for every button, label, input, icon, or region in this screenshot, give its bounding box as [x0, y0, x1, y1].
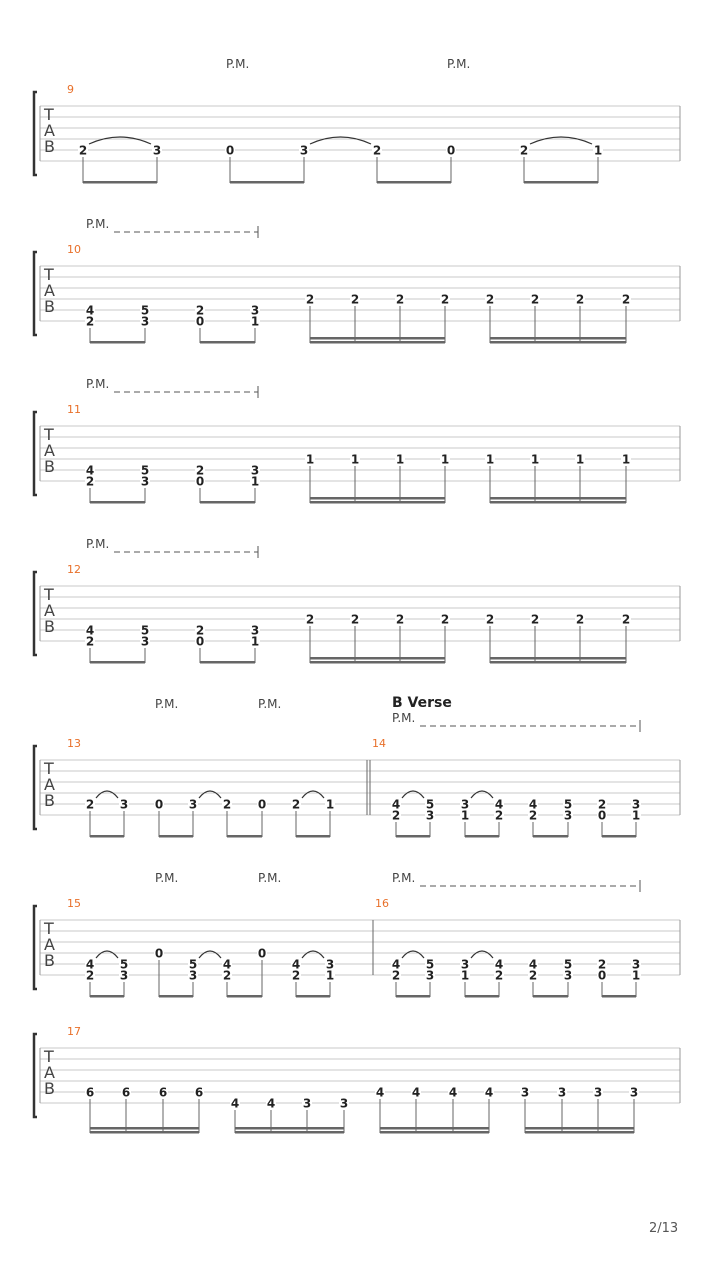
fret-number: 2	[195, 303, 205, 318]
tie-arc	[471, 951, 493, 958]
fret-number: 0	[154, 946, 164, 961]
beam	[490, 341, 626, 344]
palm-mute-label: P.M.	[86, 537, 110, 551]
section-title: B Verse	[392, 695, 452, 711]
fret-number: 5	[425, 957, 435, 972]
tie-arc	[96, 951, 118, 958]
fret-number: 1	[250, 314, 260, 329]
beam	[90, 835, 124, 838]
beam	[524, 181, 598, 184]
fret-number: 3	[188, 797, 198, 812]
palm-mute-label: P.M.	[258, 871, 282, 885]
fret-number: 3	[629, 1085, 639, 1100]
tab-clef-letter: A	[44, 775, 55, 794]
tab-clef-letter: B	[44, 617, 55, 636]
fret-number: 2	[222, 797, 232, 812]
beam	[90, 1131, 199, 1134]
tab-clef-letter: A	[44, 1063, 55, 1082]
fret-number: 2	[195, 463, 205, 478]
fret-number: 1	[250, 474, 260, 489]
fret-number: 4	[484, 1085, 494, 1100]
fret-number: 0	[597, 968, 607, 983]
system-bracket	[34, 746, 37, 829]
beam	[310, 501, 445, 504]
tie-arc	[402, 951, 424, 958]
beam	[235, 1127, 344, 1130]
fret-number: 4	[528, 957, 538, 972]
beam	[200, 661, 255, 664]
fret-number: 0	[225, 143, 235, 158]
palm-mute-label: P.M.	[258, 697, 282, 711]
palm-mute-label: P.M.	[447, 57, 471, 71]
tab-system	[34, 1034, 680, 1134]
fret-number: 3	[563, 808, 573, 823]
measure-number: 15	[67, 897, 81, 910]
beam	[465, 995, 499, 998]
tie-arc	[310, 137, 371, 144]
fret-number: 4	[230, 1096, 240, 1111]
fret-number: 4	[494, 797, 504, 812]
fret-number: 3	[299, 143, 309, 158]
palm-mute-label: P.M.	[226, 57, 250, 71]
measure-number: 17	[67, 1025, 81, 1038]
fret-number: 3	[520, 1085, 530, 1100]
beam	[602, 995, 636, 998]
fret-number: 2	[575, 292, 585, 307]
fret-number: 3	[425, 968, 435, 983]
measure-number: 11	[67, 403, 81, 416]
fret-number: 0	[154, 797, 164, 812]
beam	[310, 657, 445, 660]
fret-number: 2	[621, 292, 631, 307]
fret-number: 2	[597, 797, 607, 812]
fret-number: 2	[85, 968, 95, 983]
tab-system	[34, 880, 680, 998]
fret-number: 2	[395, 612, 405, 627]
fret-number: 2	[530, 292, 540, 307]
tie-arc	[471, 791, 493, 798]
beam	[490, 337, 626, 340]
fret-number: 2	[350, 292, 360, 307]
fret-number: 4	[291, 957, 301, 972]
beam	[602, 835, 636, 838]
beam	[380, 1127, 489, 1130]
fret-number: 4	[391, 797, 401, 812]
tie-arc	[89, 137, 151, 144]
tab-clef-letter: T	[44, 265, 54, 284]
beam	[200, 501, 255, 504]
beam	[296, 995, 330, 998]
fret-number: 0	[446, 143, 456, 158]
fret-number: 1	[575, 452, 585, 467]
fret-number: 1	[350, 452, 360, 467]
palm-mute-label: P.M.	[392, 711, 416, 725]
beam	[465, 835, 499, 838]
fret-number: 4	[85, 623, 95, 638]
tab-clef-letter: B	[44, 791, 55, 810]
fret-number: 1	[250, 634, 260, 649]
fret-number: 2	[528, 968, 538, 983]
fret-number: 2	[621, 612, 631, 627]
tab-clef-letter: B	[44, 137, 55, 156]
fret-number: 5	[140, 623, 150, 638]
fret-number: 3	[250, 623, 260, 638]
beam	[533, 835, 568, 838]
beam	[490, 497, 626, 500]
tab-clef-letter: T	[44, 105, 54, 124]
fret-number: 2	[494, 808, 504, 823]
fret-number: 5	[425, 797, 435, 812]
fret-number: 2	[305, 612, 315, 627]
beam	[310, 497, 445, 500]
tie-arc	[96, 791, 118, 798]
beam	[227, 835, 262, 838]
beam	[380, 1131, 489, 1134]
fret-number: 0	[195, 474, 205, 489]
fret-number: 4	[391, 957, 401, 972]
beam	[525, 1131, 634, 1134]
beam	[90, 341, 145, 344]
tab-clef-letter: T	[44, 919, 54, 938]
beam	[296, 835, 330, 838]
measure-number: 9	[67, 83, 74, 96]
tab-clef-letter: A	[44, 121, 55, 140]
beam	[90, 1127, 199, 1130]
fret-number: 3	[425, 808, 435, 823]
fret-number: 2	[395, 292, 405, 307]
fret-number: 3	[250, 463, 260, 478]
fret-number: 2	[372, 143, 382, 158]
beam	[90, 501, 145, 504]
fret-number: 2	[350, 612, 360, 627]
fret-number: 0	[597, 808, 607, 823]
fret-number: 3	[557, 1085, 567, 1100]
system-bracket	[34, 252, 37, 335]
beam	[310, 661, 445, 664]
fret-number: 2	[391, 968, 401, 983]
fret-number: 2	[575, 612, 585, 627]
fret-number: 4	[222, 957, 232, 972]
fret-number: 2	[85, 634, 95, 649]
tie-arc	[199, 791, 221, 798]
system-bracket	[34, 412, 37, 495]
fret-number: 1	[460, 808, 470, 823]
tab-clef-letter: T	[44, 585, 54, 604]
fret-number: 3	[119, 797, 129, 812]
fret-number: 5	[563, 797, 573, 812]
fret-number: 2	[291, 968, 301, 983]
fret-number: 4	[85, 303, 95, 318]
fret-number: 1	[395, 452, 405, 467]
fret-number: 0	[195, 634, 205, 649]
fret-number: 1	[325, 797, 335, 812]
fret-number: 5	[140, 303, 150, 318]
tab-system	[34, 92, 680, 184]
beam	[490, 657, 626, 660]
system-bracket	[34, 572, 37, 655]
beam	[396, 835, 430, 838]
fret-number: 6	[121, 1085, 131, 1100]
fret-number: 1	[621, 452, 631, 467]
palm-mute-label: P.M.	[392, 871, 416, 885]
beam	[310, 337, 445, 340]
measure-number: 16	[375, 897, 389, 910]
fret-number: 5	[119, 957, 129, 972]
tie-arc	[302, 791, 324, 798]
fret-number: 1	[485, 452, 495, 467]
beam	[90, 995, 124, 998]
tab-system	[34, 226, 680, 344]
fret-number: 0	[257, 797, 267, 812]
system-bracket	[34, 92, 37, 175]
fret-number: 2	[494, 968, 504, 983]
fret-number: 1	[631, 968, 641, 983]
fret-number: 3	[631, 957, 641, 972]
fret-number: 4	[528, 797, 538, 812]
fret-number: 1	[325, 968, 335, 983]
fret-number: 3	[302, 1096, 312, 1111]
fret-number: 2	[78, 143, 88, 158]
fret-number: 4	[85, 957, 95, 972]
tie-arc	[199, 951, 221, 958]
beam	[310, 341, 445, 344]
fret-number: 1	[305, 452, 315, 467]
tab-clef-letter: B	[44, 297, 55, 316]
tab-clef-letter: T	[44, 425, 54, 444]
tab-clef-letter: A	[44, 281, 55, 300]
tab-system	[34, 386, 680, 504]
fret-number: 4	[375, 1085, 385, 1100]
beam	[200, 341, 255, 344]
fret-number: 6	[158, 1085, 168, 1100]
fret-number: 5	[563, 957, 573, 972]
fret-number: 2	[85, 314, 95, 329]
tab-clef-letter: A	[44, 441, 55, 460]
fret-number: 3	[631, 797, 641, 812]
fret-number: 5	[140, 463, 150, 478]
beam	[235, 1131, 344, 1134]
fret-number: 3	[119, 968, 129, 983]
fret-number: 0	[195, 314, 205, 329]
fret-number: 1	[631, 808, 641, 823]
fret-number: 2	[391, 808, 401, 823]
fret-number: 1	[440, 452, 450, 467]
fret-number: 2	[195, 623, 205, 638]
beam	[525, 1127, 634, 1130]
tab-clef-letter: B	[44, 457, 55, 476]
fret-number: 2	[528, 808, 538, 823]
fret-number: 3	[140, 314, 150, 329]
tab-clef-letter: A	[44, 601, 55, 620]
tab-clef-letter: B	[44, 951, 55, 970]
fret-number: 6	[194, 1085, 204, 1100]
beam	[533, 995, 568, 998]
fret-number: 2	[597, 957, 607, 972]
fret-number: 5	[188, 957, 198, 972]
fret-number: 0	[257, 946, 267, 961]
fret-number: 2	[222, 968, 232, 983]
system-bracket	[34, 906, 37, 989]
beam	[230, 181, 304, 184]
palm-mute-label: P.M.	[86, 377, 110, 391]
tie-arc	[402, 791, 424, 798]
fret-number: 1	[593, 143, 603, 158]
fret-number: 6	[85, 1085, 95, 1100]
fret-number: 3	[563, 968, 573, 983]
fret-number: 2	[519, 143, 529, 158]
fret-number: 4	[448, 1085, 458, 1100]
tab-clef-letter: A	[44, 935, 55, 954]
beam	[159, 835, 193, 838]
fret-number: 4	[85, 463, 95, 478]
fret-number: 4	[266, 1096, 276, 1111]
tab-clef-letter: B	[44, 1079, 55, 1098]
fret-number: 3	[325, 957, 335, 972]
fret-number: 3	[140, 634, 150, 649]
page-number: 2/13	[649, 1221, 679, 1236]
fret-number: 2	[85, 797, 95, 812]
fret-number: 3	[188, 968, 198, 983]
fret-number: 3	[339, 1096, 349, 1111]
fret-number: 2	[485, 292, 495, 307]
beam	[396, 995, 430, 998]
fret-number: 3	[460, 957, 470, 972]
fret-number: 3	[593, 1085, 603, 1100]
fret-number: 2	[291, 797, 301, 812]
fret-number: 1	[530, 452, 540, 467]
fret-number: 2	[305, 292, 315, 307]
fret-number: 2	[485, 612, 495, 627]
tie-arc	[302, 951, 324, 958]
fret-number: 2	[440, 292, 450, 307]
beam	[377, 181, 451, 184]
system-bracket	[34, 1034, 37, 1117]
fret-number: 2	[85, 474, 95, 489]
fret-number: 3	[140, 474, 150, 489]
fret-number: 3	[460, 797, 470, 812]
beam	[490, 661, 626, 664]
beam	[490, 501, 626, 504]
fret-number: 2	[530, 612, 540, 627]
fret-number: 3	[152, 143, 162, 158]
fret-number: 4	[411, 1085, 421, 1100]
measure-number: 14	[372, 737, 386, 750]
beam	[90, 661, 145, 664]
tab-system	[34, 546, 680, 664]
tab-clef-letter: T	[44, 759, 54, 778]
fret-number: 4	[494, 957, 504, 972]
beam	[83, 181, 157, 184]
measure-number: 12	[67, 563, 81, 576]
tab-clef-letter: T	[44, 1047, 54, 1066]
beam	[227, 995, 262, 998]
palm-mute-label: P.M.	[155, 871, 179, 885]
fret-number: 2	[440, 612, 450, 627]
beam	[159, 995, 193, 998]
fret-number: 3	[250, 303, 260, 318]
measure-number: 13	[67, 737, 81, 750]
tie-arc	[530, 137, 592, 144]
palm-mute-label: P.M.	[155, 697, 179, 711]
palm-mute-label: P.M.	[86, 217, 110, 231]
fret-number: 1	[460, 968, 470, 983]
measure-number: 10	[67, 243, 81, 256]
tab-system	[34, 720, 680, 838]
